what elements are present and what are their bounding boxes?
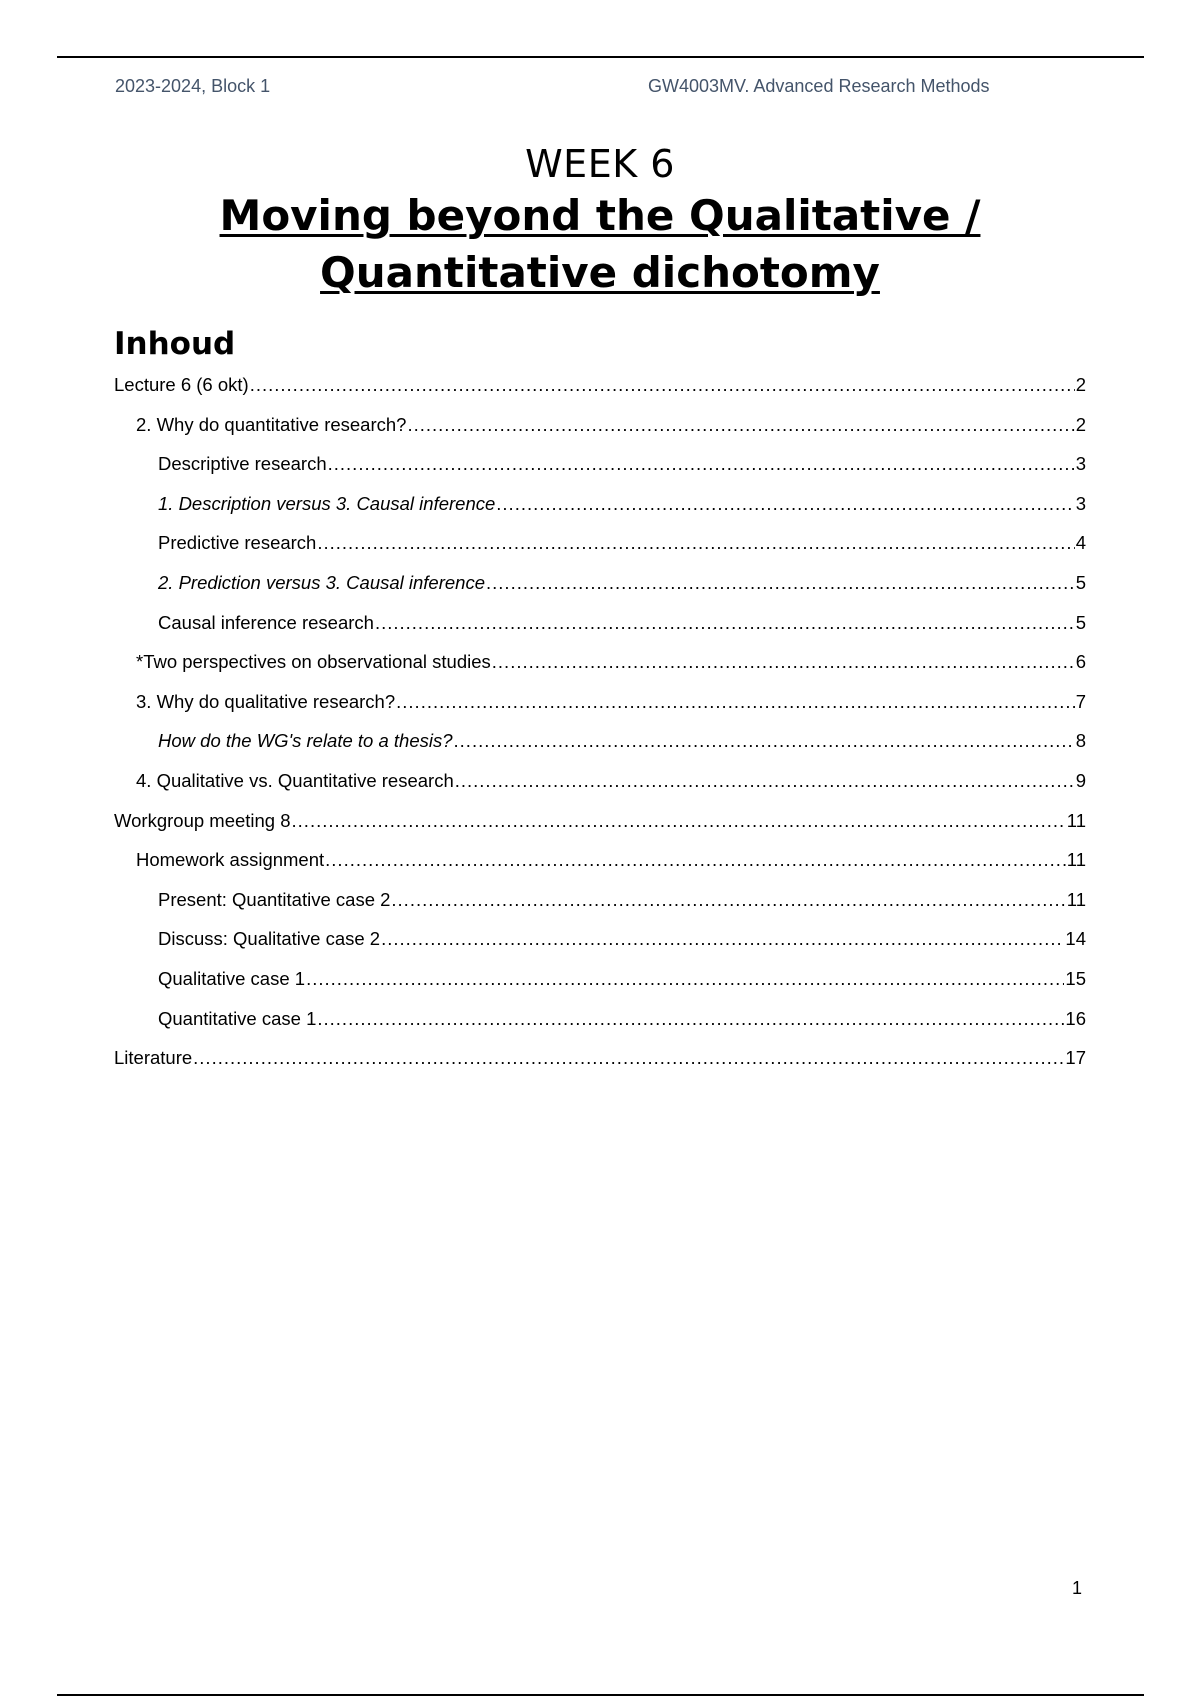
toc-leader (407, 414, 1074, 436)
toc-entry-text: Predictive research (158, 532, 317, 554)
toc-entry-text: Literature (114, 1047, 193, 1069)
toc-entry-page: 14 (1065, 928, 1086, 950)
week-label: WEEK 6 (525, 142, 675, 186)
header-term: 2023-2024, Block 1 (115, 76, 271, 96)
document-title (150, 187, 1050, 301)
toc-leader (492, 651, 1075, 673)
toc-entry-text: Lecture 6 (6 okt) (114, 374, 249, 395)
toc-entry[interactable] (114, 810, 1086, 850)
toc-entry-text: Homework assignment (136, 849, 325, 871)
toc-leader (325, 849, 1066, 871)
toc-entry[interactable] (114, 1047, 1086, 1087)
toc-entry[interactable] (114, 612, 1086, 652)
header-course: GW4003MV. Advanced Research Methods (648, 76, 990, 96)
toc-entry-page: 11 (1066, 849, 1086, 871)
toc-entry-text: 2. Why do quantitative research? (136, 413, 407, 435)
toc-entry[interactable] (114, 691, 1086, 731)
toc-entry-page: 2 (1075, 374, 1086, 395)
toc-entry[interactable] (114, 968, 1086, 1008)
toc-entry-page: 11 (1066, 809, 1086, 831)
toc-entry-text: Causal inference research (158, 611, 374, 633)
toc-entry-text: 2. Prediction versus 3. Causal inference (158, 571, 486, 593)
page-number: 1 (1072, 1578, 1083, 1598)
toc-entry[interactable] (114, 928, 1086, 968)
toc-entry-text: *Two perspectives on observational studies (136, 651, 491, 673)
toc-entry-page: 3 (1075, 453, 1086, 475)
toc-entry-text: Present: Quantitative case 2 (158, 888, 391, 910)
toc-leader (193, 1047, 1064, 1069)
toc-entry-page: 6 (1075, 651, 1086, 673)
toc-entry-page: 9 (1075, 769, 1086, 791)
toc-entry[interactable] (114, 493, 1086, 533)
toc-entry-text: Workgroup meeting 8 (114, 809, 291, 831)
toc-leader (455, 770, 1075, 792)
toc-entry[interactable] (114, 374, 1086, 414)
toc-entry[interactable] (114, 889, 1086, 929)
toc-leader (317, 1008, 1064, 1030)
toc-entry-page: 2 (1075, 413, 1086, 435)
toc-leader (496, 493, 1074, 515)
toc-entry[interactable] (114, 414, 1086, 454)
toc-entry-page: 11 (1066, 888, 1086, 910)
toc-entry-page: 15 (1065, 967, 1086, 989)
header-rule (57, 56, 1144, 58)
toc-entry-page: 16 (1065, 1007, 1086, 1029)
table-of-contents (114, 374, 1086, 1087)
toc-entry-page: 3 (1075, 492, 1086, 514)
toc-entry[interactable] (114, 1008, 1086, 1048)
toc-leader (292, 810, 1066, 832)
toc-entry-page: 5 (1075, 611, 1086, 633)
toc-entry-text: Descriptive research (158, 453, 327, 475)
toc-entry-text: 3. Why do qualitative research? (136, 690, 396, 712)
toc-entry[interactable] (114, 849, 1086, 889)
footer-rule (57, 1694, 1144, 1696)
toc-entry-text: Quantitative case 1 (158, 1007, 317, 1029)
toc-entry-text: 4. Qualitative vs. Quantitative research (136, 769, 454, 791)
toc-heading: Inhoud (114, 326, 236, 362)
toc-entry[interactable] (114, 770, 1086, 810)
toc-entry[interactable] (114, 453, 1086, 493)
toc-entry[interactable] (114, 572, 1086, 612)
toc-leader (381, 928, 1064, 950)
toc-entry-page: 7 (1075, 690, 1086, 712)
toc-entry-text: Qualitative case 1 (158, 967, 306, 989)
toc-entry-page: 4 (1075, 532, 1086, 554)
toc-leader (250, 374, 1075, 396)
toc-entry-page: 17 (1065, 1047, 1086, 1069)
toc-leader (328, 453, 1075, 475)
toc-entry-text: Discuss: Qualitative case 2 (158, 928, 381, 950)
toc-entry[interactable] (114, 730, 1086, 770)
toc-leader (375, 612, 1075, 634)
toc-leader (454, 730, 1075, 752)
toc-leader (396, 691, 1075, 713)
toc-entry-text: 1. Description versus 3. Causal inference (158, 492, 496, 514)
toc-leader (306, 968, 1064, 990)
toc-leader (391, 889, 1065, 911)
title-line-1: Moving beyond the Qualitative / (219, 191, 981, 240)
toc-entry-page: 8 (1075, 730, 1086, 752)
toc-entry-page: 5 (1075, 571, 1086, 593)
toc-entry[interactable] (114, 651, 1086, 691)
toc-entry[interactable] (114, 532, 1086, 572)
toc-entry-text: How do the WG's relate to a thesis? (158, 730, 453, 752)
toc-leader (486, 572, 1075, 594)
title-line-2: Quantitative dichotomy (320, 248, 880, 297)
toc-leader (317, 532, 1074, 554)
